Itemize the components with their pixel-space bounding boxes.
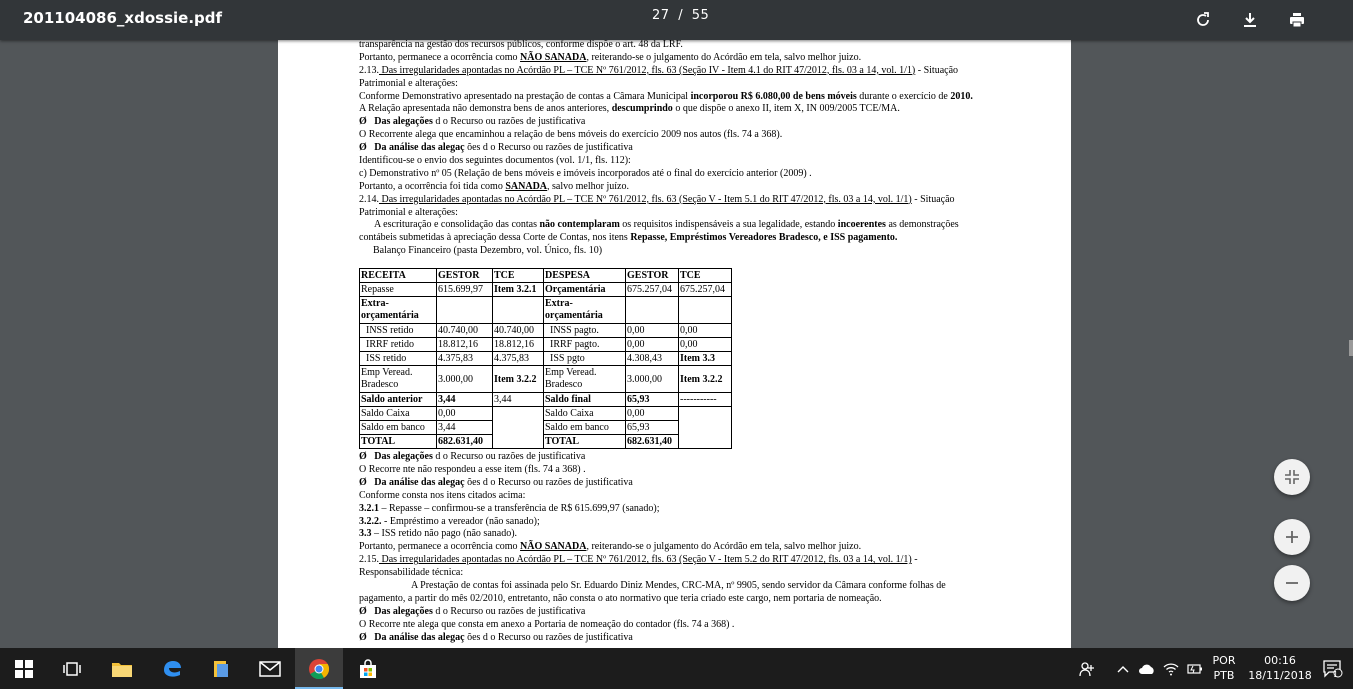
taskbar-clock[interactable] xyxy=(1244,653,1316,683)
start-button[interactable] xyxy=(0,648,48,689)
text-line: Responsabilidade técnica: xyxy=(359,567,464,579)
plus-icon xyxy=(1284,529,1300,545)
keyboard-layout: PTB xyxy=(1213,669,1235,682)
table-header-cell: GESTOR xyxy=(437,269,493,283)
page-separator: / xyxy=(678,8,684,23)
table-cell: 675.257,04 xyxy=(626,283,679,297)
table-row xyxy=(360,393,732,407)
text-line: O Recorre nte não respondeu a esse item (fls. 74 a 368) . xyxy=(359,464,586,476)
file-title: 201104086_xdossie.pdf xyxy=(23,9,223,27)
text-line: Portanto, a ocorrência foi tida como SANADA, salvo melhor juízo. xyxy=(359,180,629,192)
table-cell: Emp Veread. Bradesco xyxy=(360,366,437,393)
table-cell: 675.257,04 xyxy=(679,283,732,297)
table-header-cell: DESPESA xyxy=(544,269,626,283)
table-cell: 3,44 xyxy=(437,393,493,407)
table-cell: INSS pagto. xyxy=(544,324,626,338)
vertical-scrollbar[interactable] xyxy=(1349,40,1353,648)
table-cell: Saldo Caixa xyxy=(544,407,626,421)
table-cell: 0,00 xyxy=(626,338,679,352)
table-cell: Extra-orçamentária xyxy=(544,297,626,324)
section-2-14-heading: 2.14. Das irregularidades apontadas no Acórdão PL – TCE Nº 761/2012, fls. 63 (Seção V - Item 5.1 do RIT 47/2012, fls. 03 a 14, vol. 1/1) - Situação xyxy=(359,193,955,205)
table-cell: 615.699,97 xyxy=(437,283,493,297)
table-cell: Emp Veread. Bradesco xyxy=(544,366,626,393)
text-line: A Relação apresentada não demonstra bens de anos anteriores, descumprindo o que dispõe o anexo II, item X, IN 009/2005 TCE/MA. xyxy=(359,103,900,115)
network-button[interactable] xyxy=(1160,648,1182,689)
table-cell xyxy=(493,435,544,449)
text-line: pagamento, a partir do mês 02/2010, entretanto, não consta o ato normativo que teria criado este cargo, nem portaria de nomeação. xyxy=(359,592,882,604)
chrome-icon xyxy=(308,658,330,680)
power-button[interactable] xyxy=(1184,648,1206,689)
table-cell: 40.740,00 xyxy=(493,324,544,338)
table-cell: Saldo final xyxy=(544,393,626,407)
table-cell: INSS retido xyxy=(360,324,437,338)
table-row xyxy=(360,407,732,421)
table-cell: 18.812,16 xyxy=(493,338,544,352)
wifi-icon xyxy=(1163,662,1179,676)
text-line: Identificou-se o envio dos seguintes documentos (vol. 1/1, fls. 112): xyxy=(359,155,631,167)
table-cell: 4.375,83 xyxy=(437,352,493,366)
text-line: contábeis submetidas à apreciação dessa Corte de Contas, nos itens Repasse, Empréstimos Vereadores Bradesco, e ISS pagamento. xyxy=(359,232,898,244)
table-cell: 4.308,43 xyxy=(626,352,679,366)
battery-plug-icon xyxy=(1187,662,1203,676)
table-cell: Orçamentária xyxy=(544,283,626,297)
table-cell: 0,00 xyxy=(626,407,679,421)
total-pages: 55 xyxy=(691,8,710,23)
analysis-heading: Ø Da análise das alegaç ões d o Recurso ou razões de justificativa xyxy=(359,476,633,488)
document-folder-icon xyxy=(211,659,231,679)
action-center-button[interactable] xyxy=(1320,648,1346,689)
table-cell: IRRF retido xyxy=(360,338,437,352)
table-row xyxy=(360,435,732,449)
table-row xyxy=(360,324,732,338)
text-line: O Recorre nte alega que consta em anexo a Portaria de nomeação do contador (fls. 74 a 368) . xyxy=(359,618,735,630)
task-view-button[interactable] xyxy=(48,648,96,689)
text-line: Patrimonial e alterações: xyxy=(359,77,458,89)
table-cell: Item 3.2.1 xyxy=(493,283,544,297)
table-cell xyxy=(493,297,544,324)
fit-page-icon xyxy=(1284,469,1300,485)
table-cell: 3.000,00 xyxy=(626,366,679,393)
table-cell: Saldo Caixa xyxy=(360,407,437,421)
store-bag-icon xyxy=(358,659,378,679)
table-cell: IRRF pagto. xyxy=(544,338,626,352)
fit-page-button[interactable] xyxy=(1274,459,1310,495)
table-cell xyxy=(493,421,544,435)
table-cell: 3.000,00 xyxy=(437,366,493,393)
table-cell: Item 3.2.2 xyxy=(679,366,732,393)
edge-browser-button[interactable] xyxy=(148,648,196,689)
show-hidden-icons-button[interactable] xyxy=(1112,648,1134,689)
allegations-heading: Ø Das alegações d o Recurso ou razões de justificativa xyxy=(359,605,586,617)
edge-icon xyxy=(162,659,182,679)
people-icon xyxy=(1079,661,1095,677)
cloud-icon xyxy=(1138,663,1156,675)
clock-time: 00:16 xyxy=(1264,654,1296,667)
notification-count: 1 xyxy=(1333,670,1339,679)
current-page-input[interactable]: 27 xyxy=(652,8,670,23)
mail-button[interactable] xyxy=(246,648,294,689)
windows-taskbar xyxy=(0,648,1353,689)
table-cell: 65,93 xyxy=(626,421,679,435)
text-line: Patrimonial e alterações: xyxy=(359,206,458,218)
text-line: c) Demonstrativo nº 05 (Relação de bens móveis e imóveis incorporados até o final do exercício anterior (2009) . xyxy=(359,167,812,179)
mail-icon xyxy=(259,661,281,677)
document-body xyxy=(359,40,1049,645)
table-cell: ISS retido xyxy=(360,352,437,366)
folder-icon xyxy=(111,660,133,678)
allegations-heading: Ø Das alegações d o Recurso ou razões de justificativa xyxy=(359,451,586,463)
download-icon[interactable] xyxy=(1236,6,1264,34)
text-line: Balanço Financeiro (pasta Dezembro, vol. Único, fls. 10) xyxy=(373,245,603,257)
onedrive-button[interactable] xyxy=(1136,648,1158,689)
text-line: Portanto, permanece a ocorrência como NÃO SANADA, reiterando-se o julgamento do Acórdão em tela, salvo melhor juizo. xyxy=(359,51,862,63)
table-cell: 65,93 xyxy=(626,393,679,407)
text-line: Conforme Demonstrativo apresentado na prestação de contas a Câmara Municipal incorporou R$ 6.080,00 de bens móveis durante o exercício de 2010. xyxy=(359,90,973,102)
table-cell xyxy=(679,421,732,435)
language-indicator[interactable] xyxy=(1207,653,1241,683)
table-cell xyxy=(679,407,732,421)
table-cell: Saldo em banco xyxy=(544,421,626,435)
text-line: A Prestação de contas foi assinada pelo Sr. Eduardo Diniz Mendes, CRC-MA, nº 9905, sendo servidor da Câmara conforme folhas de xyxy=(411,580,946,592)
section-2-15-heading: 2.15. Das irregularidades apontadas no Acórdão PL – TCE Nº 761/2012, fls. 63 (Seção V - Item 5.2 do RIT 47/2012, fls. 03 a 14, vol. 1/1) - xyxy=(359,554,918,566)
table-cell: Saldo em banco xyxy=(360,421,437,435)
table-cell: Saldo anterior xyxy=(360,393,437,407)
balance-table xyxy=(359,268,732,449)
table-cell xyxy=(679,435,732,449)
table-cell: Repasse xyxy=(360,283,437,297)
table-cell: TOTAL xyxy=(360,435,437,449)
chrome-button[interactable] xyxy=(295,648,343,689)
page-indicator xyxy=(650,8,711,23)
file-explorer-button[interactable] xyxy=(98,648,146,689)
section-2-13-heading: 2.13. Das irregularidades apontadas no Acórdão PL – TCE Nº 761/2012, fls. 63 (Seção IV - Item 4.1 do RIT 47/2012, fls. 03 a 14, vol. 1/1) - Situação xyxy=(359,64,959,76)
pdf-viewer[interactable] xyxy=(0,40,1353,648)
table-cell: 40.740,00 xyxy=(437,324,493,338)
table-cell: ISS pgto xyxy=(544,352,626,366)
scroll-thumb[interactable] xyxy=(1349,340,1353,356)
text-line: O Recorrente alega que encaminhou a relação de bens móveis do exercício 2009 nos autos (fls. 74 a 368). xyxy=(359,129,783,141)
analysis-heading: Ø Da análise das alegaç ões d o Recurso ou razões de justificativa xyxy=(359,142,633,154)
text-line: transparência na gestão dos recursos públicos, conforme dispõe o art. 48 da LRF. xyxy=(359,40,683,50)
print-icon[interactable] xyxy=(1283,6,1311,34)
table-row xyxy=(360,421,732,435)
text-line: 3.2.1 – Repasse – confirmou-se a transferência de R$ 615.699,97 (sanado); xyxy=(359,502,660,514)
table-cell: Extra-orçamentária xyxy=(360,297,437,324)
text-line: 3.2.2. - Empréstimo a vereador (não sanado); xyxy=(359,515,540,527)
table-cell: 0,00 xyxy=(679,338,732,352)
minus-icon xyxy=(1284,575,1300,591)
clock-date: 18/11/2018 xyxy=(1248,669,1312,682)
table-row xyxy=(360,338,732,352)
table-cell xyxy=(679,297,732,324)
table-row xyxy=(360,283,732,297)
rotate-icon[interactable] xyxy=(1189,6,1217,34)
table-cell: 3,44 xyxy=(493,393,544,407)
text-line: Portanto, permanece a ocorrência como NÃO SANADA, reiterando-se o julgamento do Acórdão em tela, salvo melhor juizo. xyxy=(359,541,862,553)
people-button[interactable] xyxy=(1075,648,1099,689)
chevron-up-icon xyxy=(1117,665,1129,673)
allegations-heading: Ø Das alegações d o Recurso ou razões de justificativa xyxy=(359,116,586,128)
table-header-cell: TCE xyxy=(679,269,732,283)
table-header-row xyxy=(360,269,732,283)
text-line: 3.3 – ISS retido não pago (não sanado). xyxy=(359,528,518,540)
text-line: Conforme consta nos itens citados acima: xyxy=(359,489,526,501)
table-cell: 4.375,83 xyxy=(493,352,544,366)
table-cell: 0,00 xyxy=(437,407,493,421)
text-line: A escrituração e consolidação das contas não contemplaram os requisitos indispensáveis a sua legalidade, estando incoerentes as demonstrações xyxy=(374,219,959,231)
table-cell xyxy=(437,297,493,324)
pdf-toolbar xyxy=(0,0,1353,40)
zoom-out-button[interactable] xyxy=(1274,565,1310,601)
task-view-icon xyxy=(63,661,81,677)
table-row xyxy=(360,352,732,366)
table-cell xyxy=(626,297,679,324)
table-cell: 682.631,40 xyxy=(626,435,679,449)
table-cell: 682.631,40 xyxy=(437,435,493,449)
language-code: POR xyxy=(1212,654,1236,667)
table-header-cell: TCE xyxy=(493,269,544,283)
table-cell: Item 3.2.2 xyxy=(493,366,544,393)
file-manager-button[interactable] xyxy=(197,648,245,689)
zoom-in-button[interactable] xyxy=(1274,519,1310,555)
windows-logo-icon xyxy=(15,660,33,678)
table-cell: 0,00 xyxy=(679,324,732,338)
table-row xyxy=(360,297,732,324)
store-button[interactable] xyxy=(344,648,392,689)
table-header-cell: RECEITA xyxy=(360,269,437,283)
table-cell: ----------- xyxy=(679,393,732,407)
table-cell: TOTAL xyxy=(544,435,626,449)
table-header-cell: GESTOR xyxy=(626,269,679,283)
table-cell: Item 3.3 xyxy=(679,352,732,366)
table-cell: 18.812,16 xyxy=(437,338,493,352)
table-row xyxy=(360,366,732,393)
pdf-page xyxy=(278,40,1071,648)
table-cell: 3,44 xyxy=(437,421,493,435)
analysis-heading: Ø Da análise das alegaç ões d o Recurso ou razões de justificativa xyxy=(359,631,633,643)
table-cell: 0,00 xyxy=(626,324,679,338)
table-cell xyxy=(493,407,544,421)
